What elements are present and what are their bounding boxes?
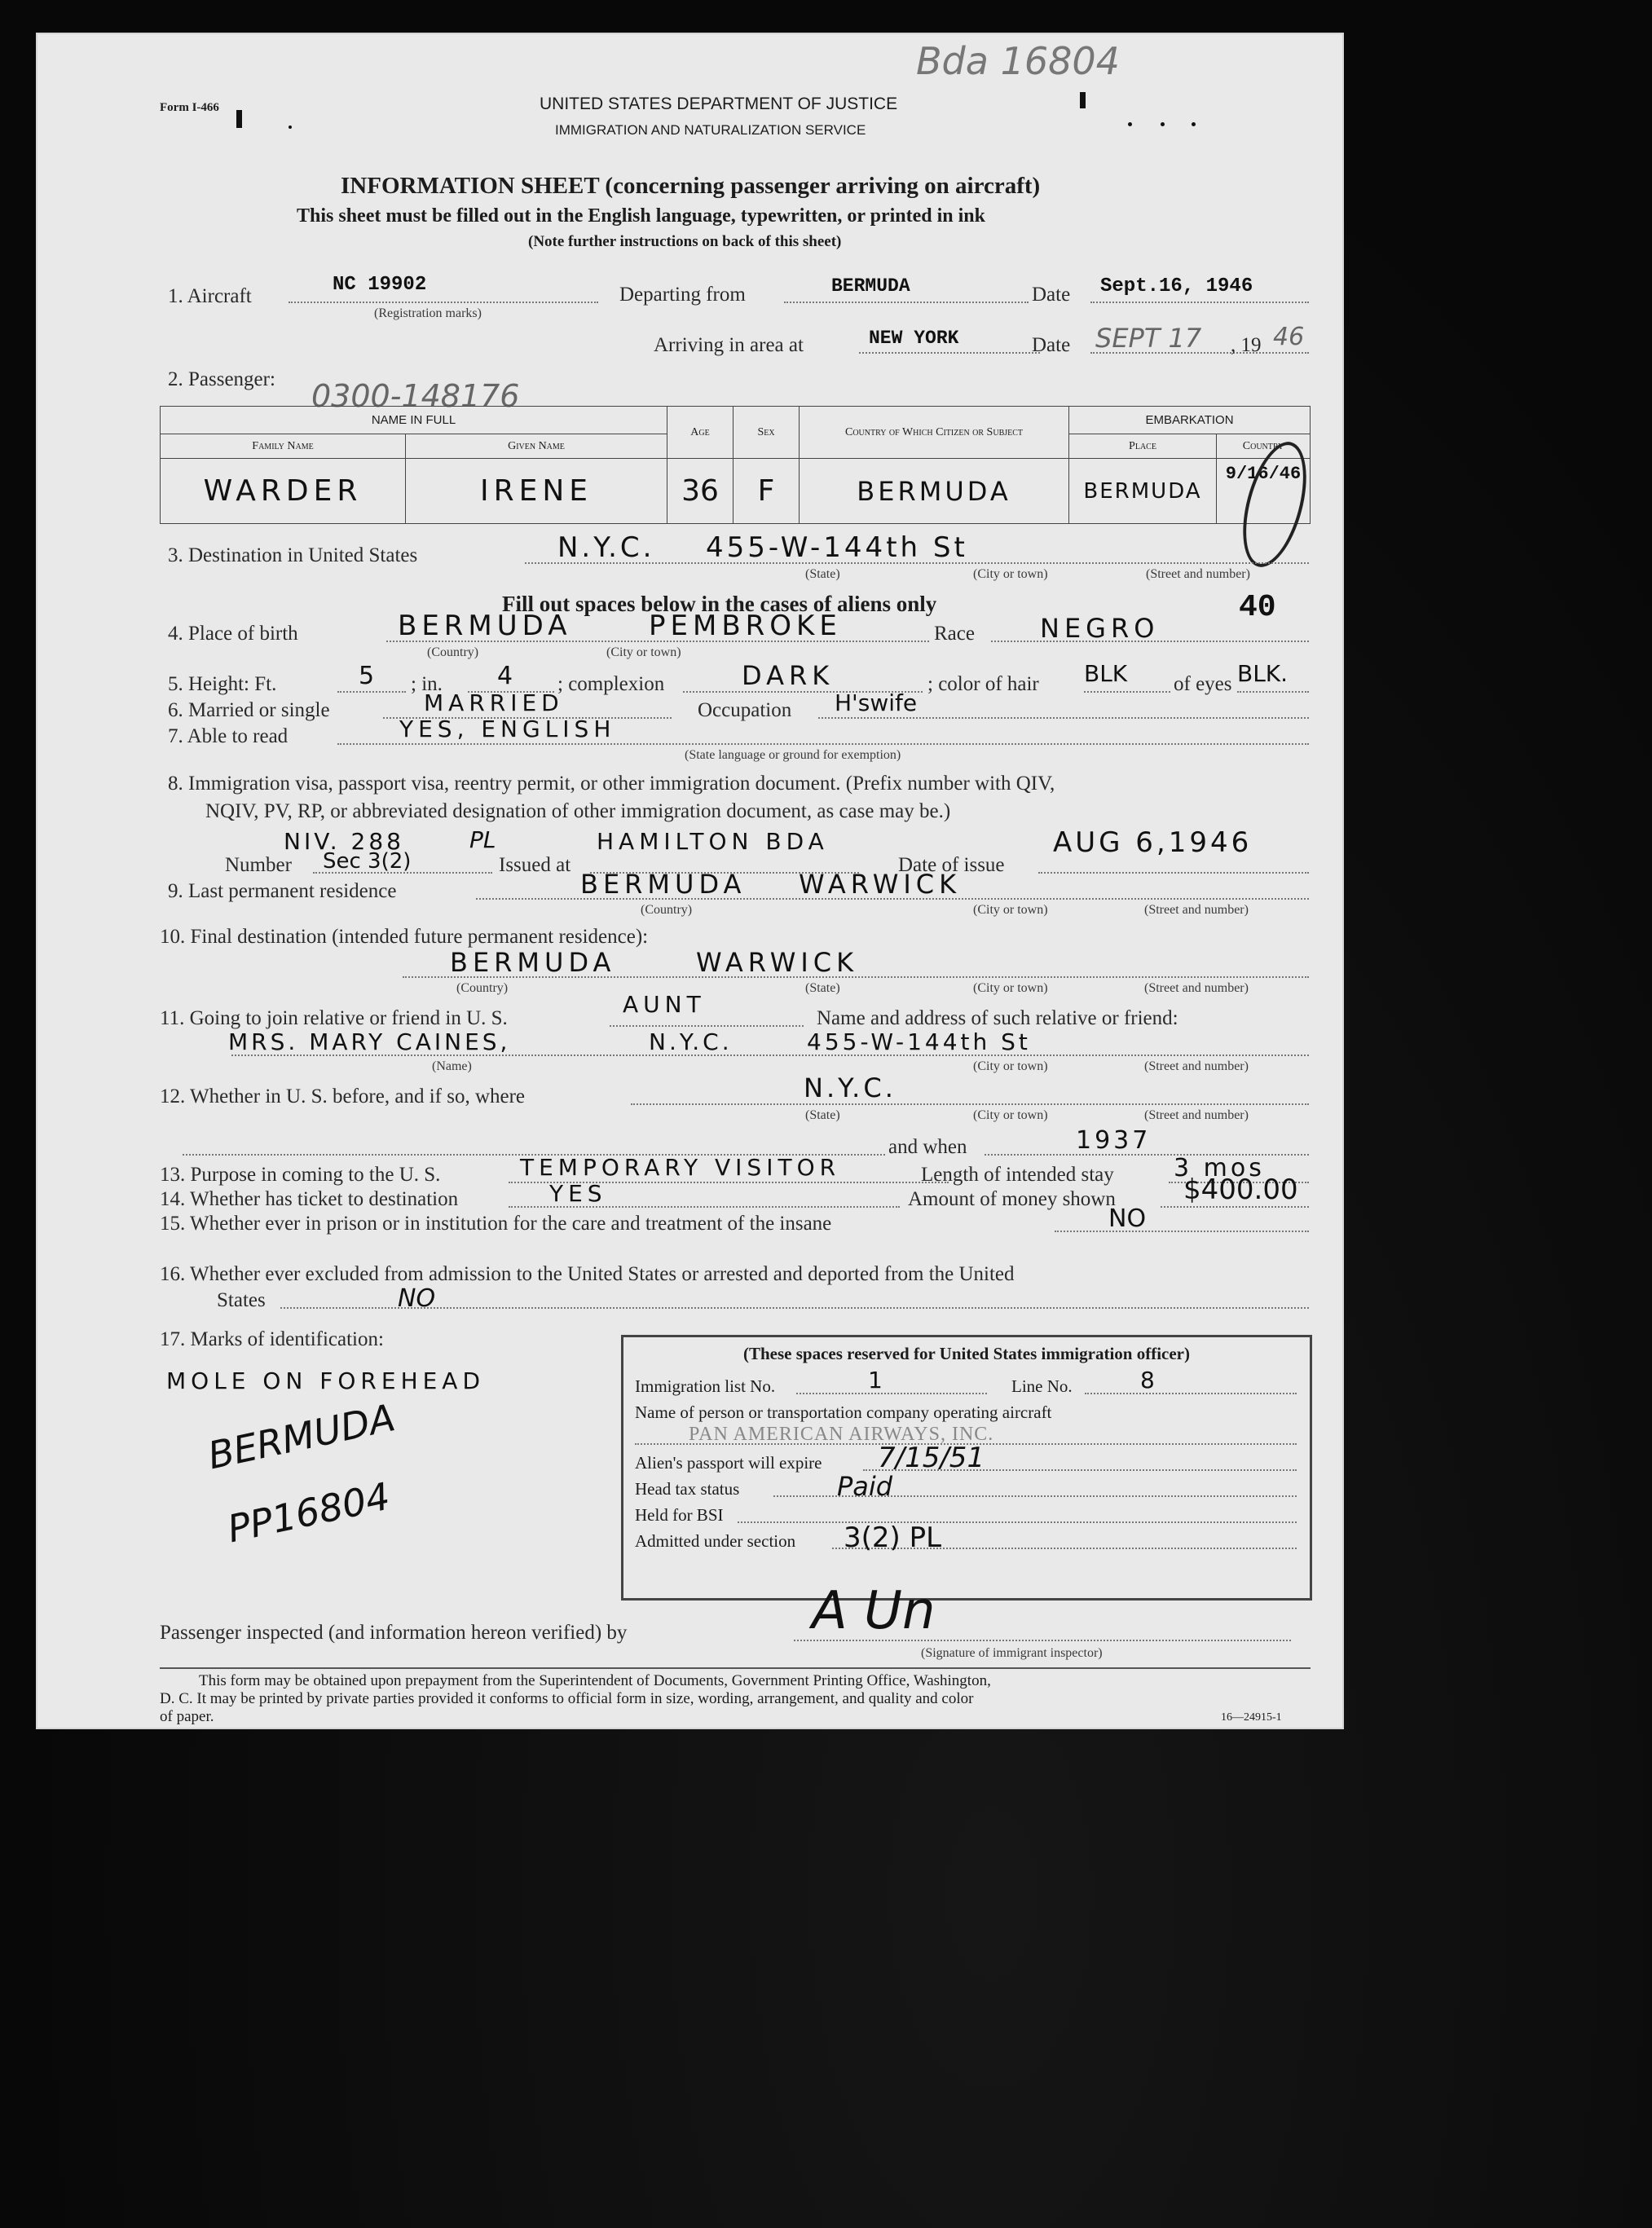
identification-label: 17. Marks of identification: bbox=[160, 1328, 384, 1350]
birth-city: PEMBROKE bbox=[649, 610, 842, 642]
arrival-date-year: 46 bbox=[1273, 323, 1305, 351]
departing-value: BERMUDA bbox=[831, 275, 910, 297]
form-note: (Note further instructions on back of this sheet) bbox=[528, 233, 842, 250]
race-label: Race bbox=[934, 623, 975, 645]
prior-visit-when: 1937 bbox=[1076, 1126, 1152, 1155]
eyes-label: of eyes bbox=[1174, 673, 1232, 695]
money-value: $400.00 bbox=[1183, 1173, 1298, 1206]
prior-state-caption: (State) bbox=[805, 1108, 840, 1122]
residence-city: WARWICK bbox=[799, 869, 962, 900]
street-caption: (Street and number) bbox=[1146, 567, 1250, 581]
place-header: Place bbox=[1069, 434, 1217, 459]
line-no-value: 8 bbox=[1140, 1367, 1155, 1394]
state-caption: (State) bbox=[805, 567, 840, 581]
punch-mark bbox=[1080, 92, 1086, 108]
destination-street: 455-W-144th St bbox=[706, 531, 968, 564]
final-street-caption: (Street and number) bbox=[1144, 981, 1249, 995]
residence-street-caption: (Street and number) bbox=[1144, 903, 1249, 917]
residence-country: BERMUDA bbox=[580, 869, 747, 900]
final-country: BERMUDA bbox=[450, 947, 616, 978]
sex-value: F bbox=[733, 459, 800, 524]
relative-city: N.Y.C. bbox=[649, 1028, 733, 1055]
corner-record-number: Bda 16804 bbox=[916, 39, 1120, 83]
handwritten-bermuda: BERMUDA bbox=[204, 1395, 399, 1478]
inches-label: ; in. bbox=[411, 673, 443, 695]
arriving-label: Arriving in area at bbox=[654, 334, 804, 356]
given-name-header: Given Name bbox=[406, 434, 667, 459]
form-title: INFORMATION SHEET (concerning passenger arriving on aircraft) bbox=[341, 173, 1041, 199]
complexion-value: DARK bbox=[742, 660, 835, 691]
aliens-note: Fill out spaces below in the cases of aliens only bbox=[502, 592, 937, 616]
embarkation-header: EMBARKATION bbox=[1069, 407, 1311, 434]
document-text-1: 8. Immigration visa, passport visa, reentry permit, or other immigration document. (Prefix number with QIV, bbox=[168, 773, 1055, 795]
money-label: Amount of money shown bbox=[908, 1188, 1116, 1210]
relative-name: MRS. MARY CAINES, bbox=[228, 1028, 511, 1055]
purpose-label: 13. Purpose in coming to the U. S. bbox=[160, 1164, 441, 1186]
information-sheet-form bbox=[36, 33, 1344, 1729]
issue-date-label: Date of issue bbox=[898, 854, 1005, 876]
handwritten-passport-no: PP16804 bbox=[223, 1473, 394, 1552]
head-tax-label: Head tax status bbox=[635, 1479, 740, 1499]
passenger-table bbox=[160, 406, 1311, 524]
citizen-header: Country of Which Citizen or Subject bbox=[800, 407, 1069, 459]
aircraft-value: NC 19902 bbox=[333, 274, 427, 296]
relative-name-label: Name and address of such relative or friend: bbox=[817, 1007, 1178, 1029]
passport-expiry-value: 7/15/51 bbox=[878, 1442, 985, 1474]
list-no-label: Immigration list No. bbox=[635, 1376, 776, 1396]
arriving-value: NEW YORK bbox=[869, 328, 959, 349]
age-value: 36 bbox=[667, 459, 733, 524]
issued-at-value: HAMILTON BDA bbox=[597, 828, 829, 855]
prison-label: 15. Whether ever in prison or in institution for the care and treatment of the insane bbox=[160, 1213, 832, 1235]
number-forty: 40 bbox=[1239, 590, 1276, 625]
passport-expiry-label: Alien's passport will expire bbox=[635, 1453, 822, 1473]
excluded-label-2: States bbox=[217, 1289, 266, 1311]
relative-street: 455-W-144th St bbox=[807, 1028, 1031, 1055]
agency-line-1: UNITED STATES DEPARTMENT OF JUSTICE bbox=[540, 95, 898, 113]
registration-caption: (Registration marks) bbox=[374, 306, 482, 320]
occupation-label: Occupation bbox=[698, 699, 792, 721]
birthplace-label: 4. Place of birth bbox=[168, 623, 298, 645]
ticket-label: 14. Whether has ticket to destination bbox=[160, 1188, 459, 1210]
height-inches: 4 bbox=[497, 662, 513, 690]
passenger-label: 2. Passenger: bbox=[168, 368, 275, 390]
final-city-caption: (City or town) bbox=[973, 981, 1048, 995]
number-label: Number bbox=[225, 854, 292, 876]
embarkation-place-value: BERMUDA bbox=[1069, 459, 1217, 524]
excluded-value: NO bbox=[398, 1284, 436, 1313]
city-caption: (City or town) bbox=[973, 567, 1048, 581]
departing-date: Sept.16, 1946 bbox=[1100, 275, 1253, 297]
join-relative-label: 11. Going to join relative or friend in U. S. bbox=[160, 1007, 508, 1029]
agency-line-2: IMMIGRATION AND NATURALIZATION SERVICE bbox=[555, 122, 866, 138]
date-label: Date bbox=[1032, 284, 1071, 306]
inspected-label: Passenger inspected (and information hereon verified) by bbox=[160, 1622, 628, 1644]
prior-street-caption: (Street and number) bbox=[1144, 1108, 1249, 1122]
destination-state: N.Y.C. bbox=[557, 531, 655, 564]
purpose-value: TEMPORARY VISITOR bbox=[520, 1154, 841, 1181]
hair-value: BLK bbox=[1084, 660, 1128, 687]
country-header: Country bbox=[1217, 434, 1311, 459]
residence-label: 9. Last permanent residence bbox=[168, 880, 397, 902]
age-header: Age bbox=[667, 407, 733, 459]
hair-label: ; color of hair bbox=[927, 673, 1039, 695]
arrival-date-year-prefix: , 19 bbox=[1231, 334, 1262, 356]
final-city: WARWICK bbox=[696, 947, 859, 978]
relative-city-caption: (City or town) bbox=[973, 1059, 1048, 1073]
complexion-label: ; complexion bbox=[557, 673, 665, 695]
arrival-date-value: SEPT 17 bbox=[1095, 323, 1202, 354]
read-label: 7. Able to read bbox=[168, 725, 289, 747]
height-label: 5. Height: Ft. bbox=[168, 673, 277, 695]
destination-label: 3. Destination in United States bbox=[168, 544, 418, 566]
footer-code: 16—24915-1 bbox=[1221, 1711, 1282, 1724]
form-number: Form I-466 bbox=[160, 101, 219, 114]
prior-visit-label: 12. Whether in U. S. before, and if so, where bbox=[160, 1085, 526, 1107]
length-of-stay-label: Length of intended stay bbox=[921, 1164, 1114, 1186]
race-value: NEGRO bbox=[1040, 613, 1160, 644]
prior-visit-where: N.Y.C. bbox=[804, 1072, 896, 1103]
final-state-caption: (State) bbox=[805, 981, 840, 995]
aircraft-label: 1. Aircraft bbox=[168, 285, 252, 307]
occupation-value: H'swife bbox=[835, 689, 918, 716]
birth-city-caption: (City or town) bbox=[606, 645, 681, 659]
sex-header: Sex bbox=[733, 407, 800, 459]
prior-city-caption: (City or town) bbox=[973, 1108, 1048, 1122]
speck bbox=[1128, 122, 1132, 126]
line-no-label: Line No. bbox=[1011, 1376, 1073, 1396]
marital-label: 6. Married or single bbox=[168, 699, 330, 721]
bsi-label: Held for BSI bbox=[635, 1505, 724, 1525]
form-subtitle: This sheet must be filled out in the English language, typewritten, or printed in ink bbox=[297, 205, 985, 227]
document-prefix: NIV. 288 bbox=[284, 828, 404, 855]
given-name-value: IRENE bbox=[406, 459, 667, 524]
admitted-section-label: Admitted under section bbox=[635, 1531, 796, 1551]
company-label: Name of person or transportation company operating aircraft bbox=[635, 1402, 1052, 1422]
prior-visit-when-label: and when bbox=[888, 1136, 967, 1158]
footer-line-2: D. C. It may be printed by private parties provided it conforms to official form in size, wording, arrangement, and quality and color bbox=[160, 1690, 974, 1707]
signature-caption: (Signature of immigrant inspector) bbox=[921, 1646, 1103, 1660]
list-no-value: 1 bbox=[868, 1367, 883, 1394]
ticket-value: YES bbox=[549, 1180, 607, 1207]
name-in-full-header: NAME IN FULL bbox=[161, 407, 667, 434]
final-destination-label: 10. Final destination (intended future permanent residence): bbox=[160, 926, 649, 948]
footer-line-3: of paper. bbox=[160, 1708, 214, 1725]
citizen-value: BERMUDA bbox=[800, 459, 1069, 524]
height-feet: 5 bbox=[359, 662, 375, 690]
family-name-header: Family Name bbox=[161, 434, 406, 459]
passenger-number: 0300-148176 bbox=[311, 378, 520, 414]
embarkation-country-value: 9/16/46 bbox=[1217, 459, 1311, 524]
birth-country: BERMUDA bbox=[398, 610, 572, 642]
speck bbox=[1192, 122, 1196, 126]
arrival-date-label: Date bbox=[1032, 334, 1071, 356]
family-name-value: WARDER bbox=[161, 459, 406, 524]
relative-street-caption: (Street and number) bbox=[1144, 1059, 1249, 1073]
language-caption: (State language or ground for exemption) bbox=[685, 748, 901, 762]
excluded-label-1: 16. Whether ever excluded from admission to the United States or arrested and deported from the United bbox=[160, 1263, 1015, 1285]
residence-country-caption: (Country) bbox=[641, 903, 693, 917]
relative-name-caption: (Name) bbox=[432, 1059, 472, 1073]
issue-date-value: AUG 6,1946 bbox=[1053, 826, 1253, 859]
speck bbox=[1161, 122, 1165, 126]
head-tax-value: Paid bbox=[837, 1471, 893, 1502]
relation-value: AUNT bbox=[623, 991, 706, 1018]
length-of-stay-value: 3 mos bbox=[1174, 1154, 1265, 1182]
footer-line-1: This form may be obtained upon prepayment from the Superintendent of Documents, Government Printing Office, Washington, bbox=[199, 1672, 991, 1689]
document-number: Sec 3(2) bbox=[323, 849, 412, 874]
inspector-signature: A Un bbox=[812, 1581, 936, 1641]
speck bbox=[289, 125, 292, 129]
admitted-section-value: 3(2) PL bbox=[844, 1521, 942, 1554]
departing-label: Departing from bbox=[619, 284, 746, 306]
document-pl: PL bbox=[469, 826, 496, 853]
officer-box bbox=[621, 1335, 1312, 1601]
issued-at-label: Issued at bbox=[499, 854, 571, 876]
document-text-2: NQIV, PV, RP, or abbreviated designation of other immigration document, as case may be.) bbox=[205, 800, 951, 822]
eyes-value: BLK. bbox=[1237, 660, 1289, 687]
prison-value: NO bbox=[1108, 1204, 1147, 1233]
read-value: YES, ENGLISH bbox=[399, 716, 616, 742]
residence-city-caption: (City or town) bbox=[973, 903, 1048, 917]
officer-box-header: (These spaces reserved for United States immigration officer) bbox=[742, 1344, 1190, 1363]
birth-country-caption: (Country) bbox=[427, 645, 479, 659]
company-stamp: PAN AMERICAN AIRWAYS, INC. bbox=[689, 1424, 994, 1445]
marital-value: MARRIED bbox=[424, 689, 564, 716]
punch-mark bbox=[236, 110, 242, 128]
identification-value: MOLE ON FOREHEAD bbox=[166, 1367, 486, 1394]
final-country-caption: (Country) bbox=[456, 981, 509, 995]
